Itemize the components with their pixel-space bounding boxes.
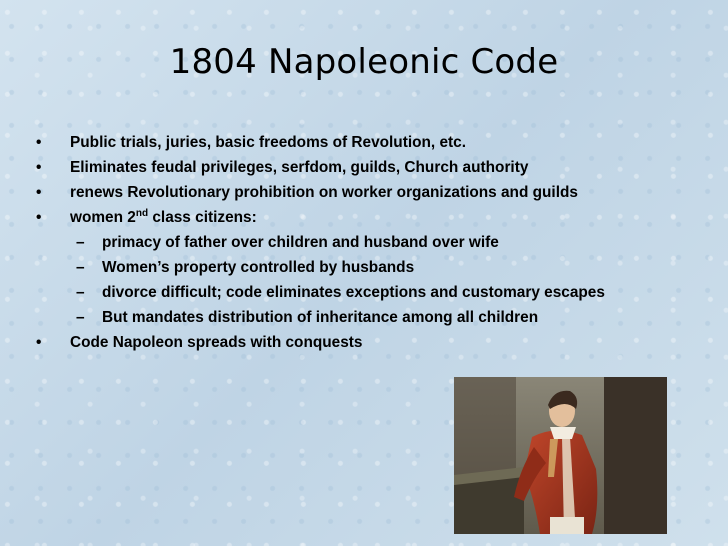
bullet-text-part: class citizens: bbox=[148, 209, 257, 226]
bullet-text: divorce difficult; code eliminates exceptions and customary escapes bbox=[102, 284, 605, 301]
bullet-text: renews Revolutionary prohibition on worker organizations and guilds bbox=[70, 184, 578, 201]
sub-bullet-item bbox=[36, 230, 605, 255]
bullet-marker: • bbox=[36, 134, 42, 151]
sub-bullet-item bbox=[36, 305, 605, 330]
bullet-marker: • bbox=[36, 184, 42, 201]
dash-marker: – bbox=[76, 259, 85, 276]
sub-bullet-item bbox=[36, 255, 605, 280]
slide-title: 1804 Napoleonic Code bbox=[169, 42, 559, 82]
bullet-item bbox=[36, 205, 605, 230]
dash-marker: – bbox=[76, 284, 85, 301]
bullet-text: Public trials, juries, basic freedoms of Revolution, etc. bbox=[70, 134, 466, 151]
bullet-text: But mandates distribution of inheritance among all children bbox=[102, 309, 539, 326]
dash-marker: – bbox=[76, 309, 85, 326]
bullet-item bbox=[36, 130, 605, 155]
napoleon-portrait-image bbox=[454, 377, 667, 534]
bullet-item bbox=[36, 155, 605, 180]
bullet-marker: • bbox=[36, 159, 42, 176]
bullet-text: Code Napoleon spreads with conquests bbox=[70, 334, 363, 351]
bullet-text: Eliminates feudal privileges, serfdom, guilds, Church authority bbox=[70, 159, 529, 176]
bullet-text: primacy of father over children and husband over wife bbox=[102, 234, 499, 251]
bullet-marker: • bbox=[36, 209, 42, 226]
bullet-item bbox=[36, 330, 605, 355]
dash-marker: – bbox=[76, 234, 85, 251]
sub-bullet-item bbox=[36, 280, 605, 305]
bullet-item bbox=[36, 180, 605, 205]
bullet-text: Women’s property controlled by husbands bbox=[102, 259, 415, 276]
bullet-text-part: women 2 bbox=[70, 209, 136, 226]
bullet-text bbox=[70, 209, 257, 226]
ordinal-superscript: nd bbox=[135, 208, 149, 219]
bullet-list bbox=[36, 130, 605, 355]
bullet-marker: • bbox=[36, 334, 42, 351]
